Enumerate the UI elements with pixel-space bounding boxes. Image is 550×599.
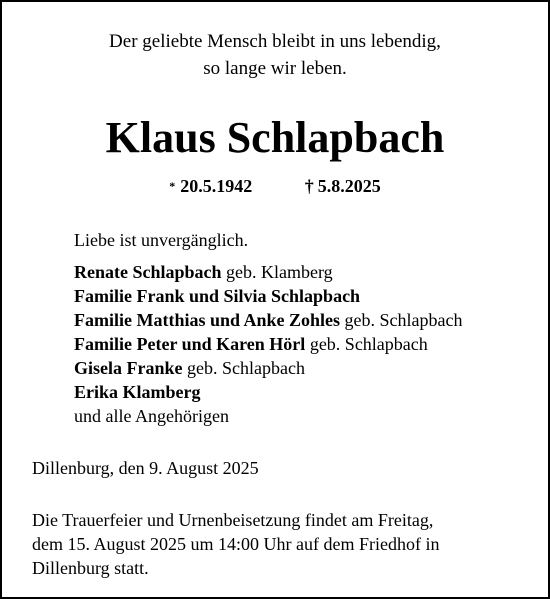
birth-star-icon: * xyxy=(169,179,176,193)
ceremony-line-3: Dillenburg statt. xyxy=(32,558,149,578)
ceremony-line-1: Die Trauerfeier und Urnenbeisetzung findet am Freitag, xyxy=(32,510,434,530)
death-date: 5.8.2025 xyxy=(317,176,381,196)
mourner-note: geb. Schlapbach xyxy=(187,358,305,378)
mourner-entry xyxy=(74,284,548,308)
verse-line-2: so lange wir leben. xyxy=(203,58,347,79)
mourner-name: Familie Matthias und Anke Zohles xyxy=(74,310,341,330)
mourner-entry xyxy=(74,332,548,356)
mourner-name: Erika Klamberg xyxy=(74,382,201,402)
deceased-name: Klaus Schlapbach xyxy=(105,113,445,162)
mourner-note: geb. Schlapbach xyxy=(344,310,463,330)
mourners-list xyxy=(74,228,548,428)
mourner-name: Gisela Franke xyxy=(74,358,183,378)
death-date-group xyxy=(305,174,381,198)
mourner-name: Familie Peter und Karen Hörl xyxy=(74,334,306,354)
mourner-entry xyxy=(74,356,548,380)
mourner-entry xyxy=(74,308,548,332)
mourner-name: Familie Frank und Silvia Schlapbach xyxy=(74,286,361,306)
ceremony-info xyxy=(32,508,542,580)
mourner-entry xyxy=(74,380,548,404)
motto: Liebe ist unvergänglich. xyxy=(74,230,249,250)
birth-date: 20.5.1942 xyxy=(180,176,253,196)
ceremony-line-2: dem 15. August 2025 um 14:00 Uhr auf dem Friedhof in xyxy=(32,534,440,554)
birth-date-group xyxy=(169,174,252,198)
mourner-name: Renate Schlapbach xyxy=(74,262,222,282)
death-cross-icon: † xyxy=(304,176,314,196)
mourner-entry xyxy=(74,260,548,284)
verse-line-1: Der geliebte Mensch bleibt in uns lebendig, xyxy=(109,31,441,52)
life-dates xyxy=(2,174,548,198)
mourner-note: geb. Klamberg xyxy=(226,262,333,282)
place-and-date: Dillenburg, den 9. August 2025 xyxy=(32,458,259,478)
mourners-closing: und alle Angehörigen xyxy=(74,406,229,426)
mourner-note: geb. Schlapbach xyxy=(309,334,428,354)
memorial-verse xyxy=(2,28,548,82)
